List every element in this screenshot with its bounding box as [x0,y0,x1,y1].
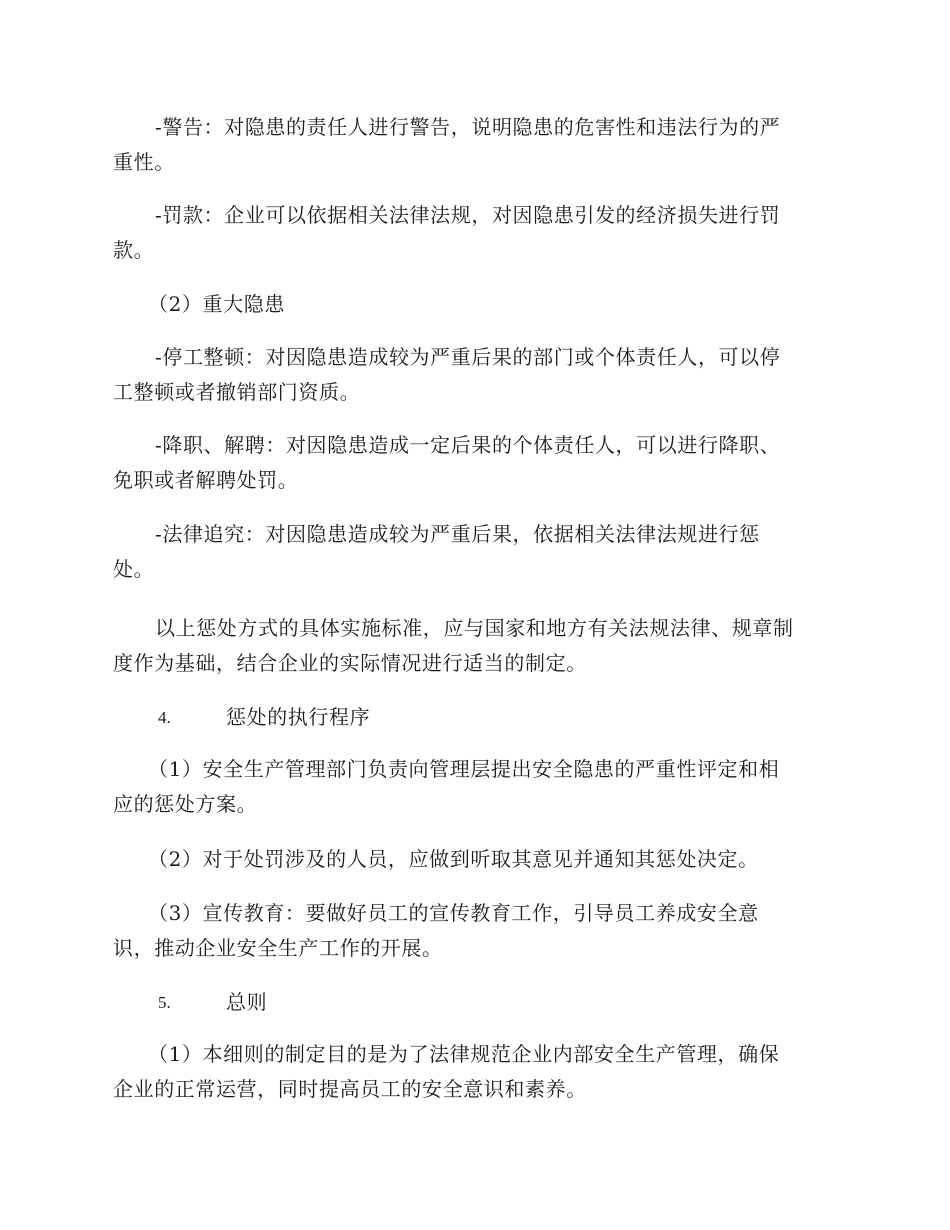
paragraph-line: 以上惩处方式的具体实施标准，应与国家和地方有关法规法律、规章制 [155,616,794,640]
paragraph-line: （1）安全生产管理部门负责向管理层提出安全隐患的严重性评定和相 [148,757,780,781]
paragraph-line: -停工整顿：对因隐患造成较为严重后果的部门或个体责任人，可以停 [155,345,781,369]
paragraph-line: -罚款：企业可以依据相关法律法规，对因隐患引发的经济损失进行罚 [155,203,781,227]
paragraph-demotion [113,428,828,498]
paragraph-line: -降职、解聘：对因隐患造成一定后果的个体责任人，可以进行降职、 [155,433,781,457]
paragraph-line: -警告：对隐患的责任人进行警告，说明隐患的危害性和违法行为的严 [155,115,781,139]
paragraph-procedure-3 [113,896,828,966]
paragraph-fine [113,198,828,268]
paragraph-line: 度作为基础，结合企业的实际情况进行适当的制定。 [113,651,587,675]
paragraph-warning [113,110,828,180]
paragraph-line: -法律追究：对因隐患造成较为严重后果，依据相关法律法规进行惩 [155,522,760,546]
paragraph-procedure-2 [113,842,828,877]
paragraph-procedure-1 [113,752,828,822]
section-4-title: 惩处的执行程序 [226,705,371,729]
paragraph-line: （2）对于处罚涉及的人员，应做到听取其意见并通知其惩处决定。 [148,847,759,871]
section-5-number: 5. [158,993,171,1012]
paragraph-line: 免职或者解聘处罚。 [113,468,299,492]
paragraph-line: 重性。 [113,150,175,174]
paragraph-line: （3）宣传教育：要做好员工的宣传教育工作，引导员工养成安全意 [148,901,759,925]
paragraph-line: 处。 [113,557,155,581]
paragraph-general-1 [113,1037,828,1107]
paragraph-standards [113,611,828,681]
section-5-title: 总则 [226,990,268,1014]
paragraph-line: 识，推动企业安全生产工作的开展。 [113,936,443,960]
paragraph-line: 企业的正常运营，同时提高员工的安全意识和素养。 [113,1077,587,1101]
paragraph-line: 工整顿或者撤销部门资质。 [113,380,361,404]
section-4-number: 4. [158,708,171,727]
paragraph-legal [113,517,828,587]
major-hazard-heading: （2）重大隐患 [148,292,285,316]
paragraph-line: 应的惩处方案。 [113,792,258,816]
paragraph-suspension [113,340,828,410]
paragraph-line: （1）本细则的制定目的是为了法律规范企业内部安全生产管理，确保 [148,1042,780,1066]
paragraph-line: 款。 [113,238,155,262]
